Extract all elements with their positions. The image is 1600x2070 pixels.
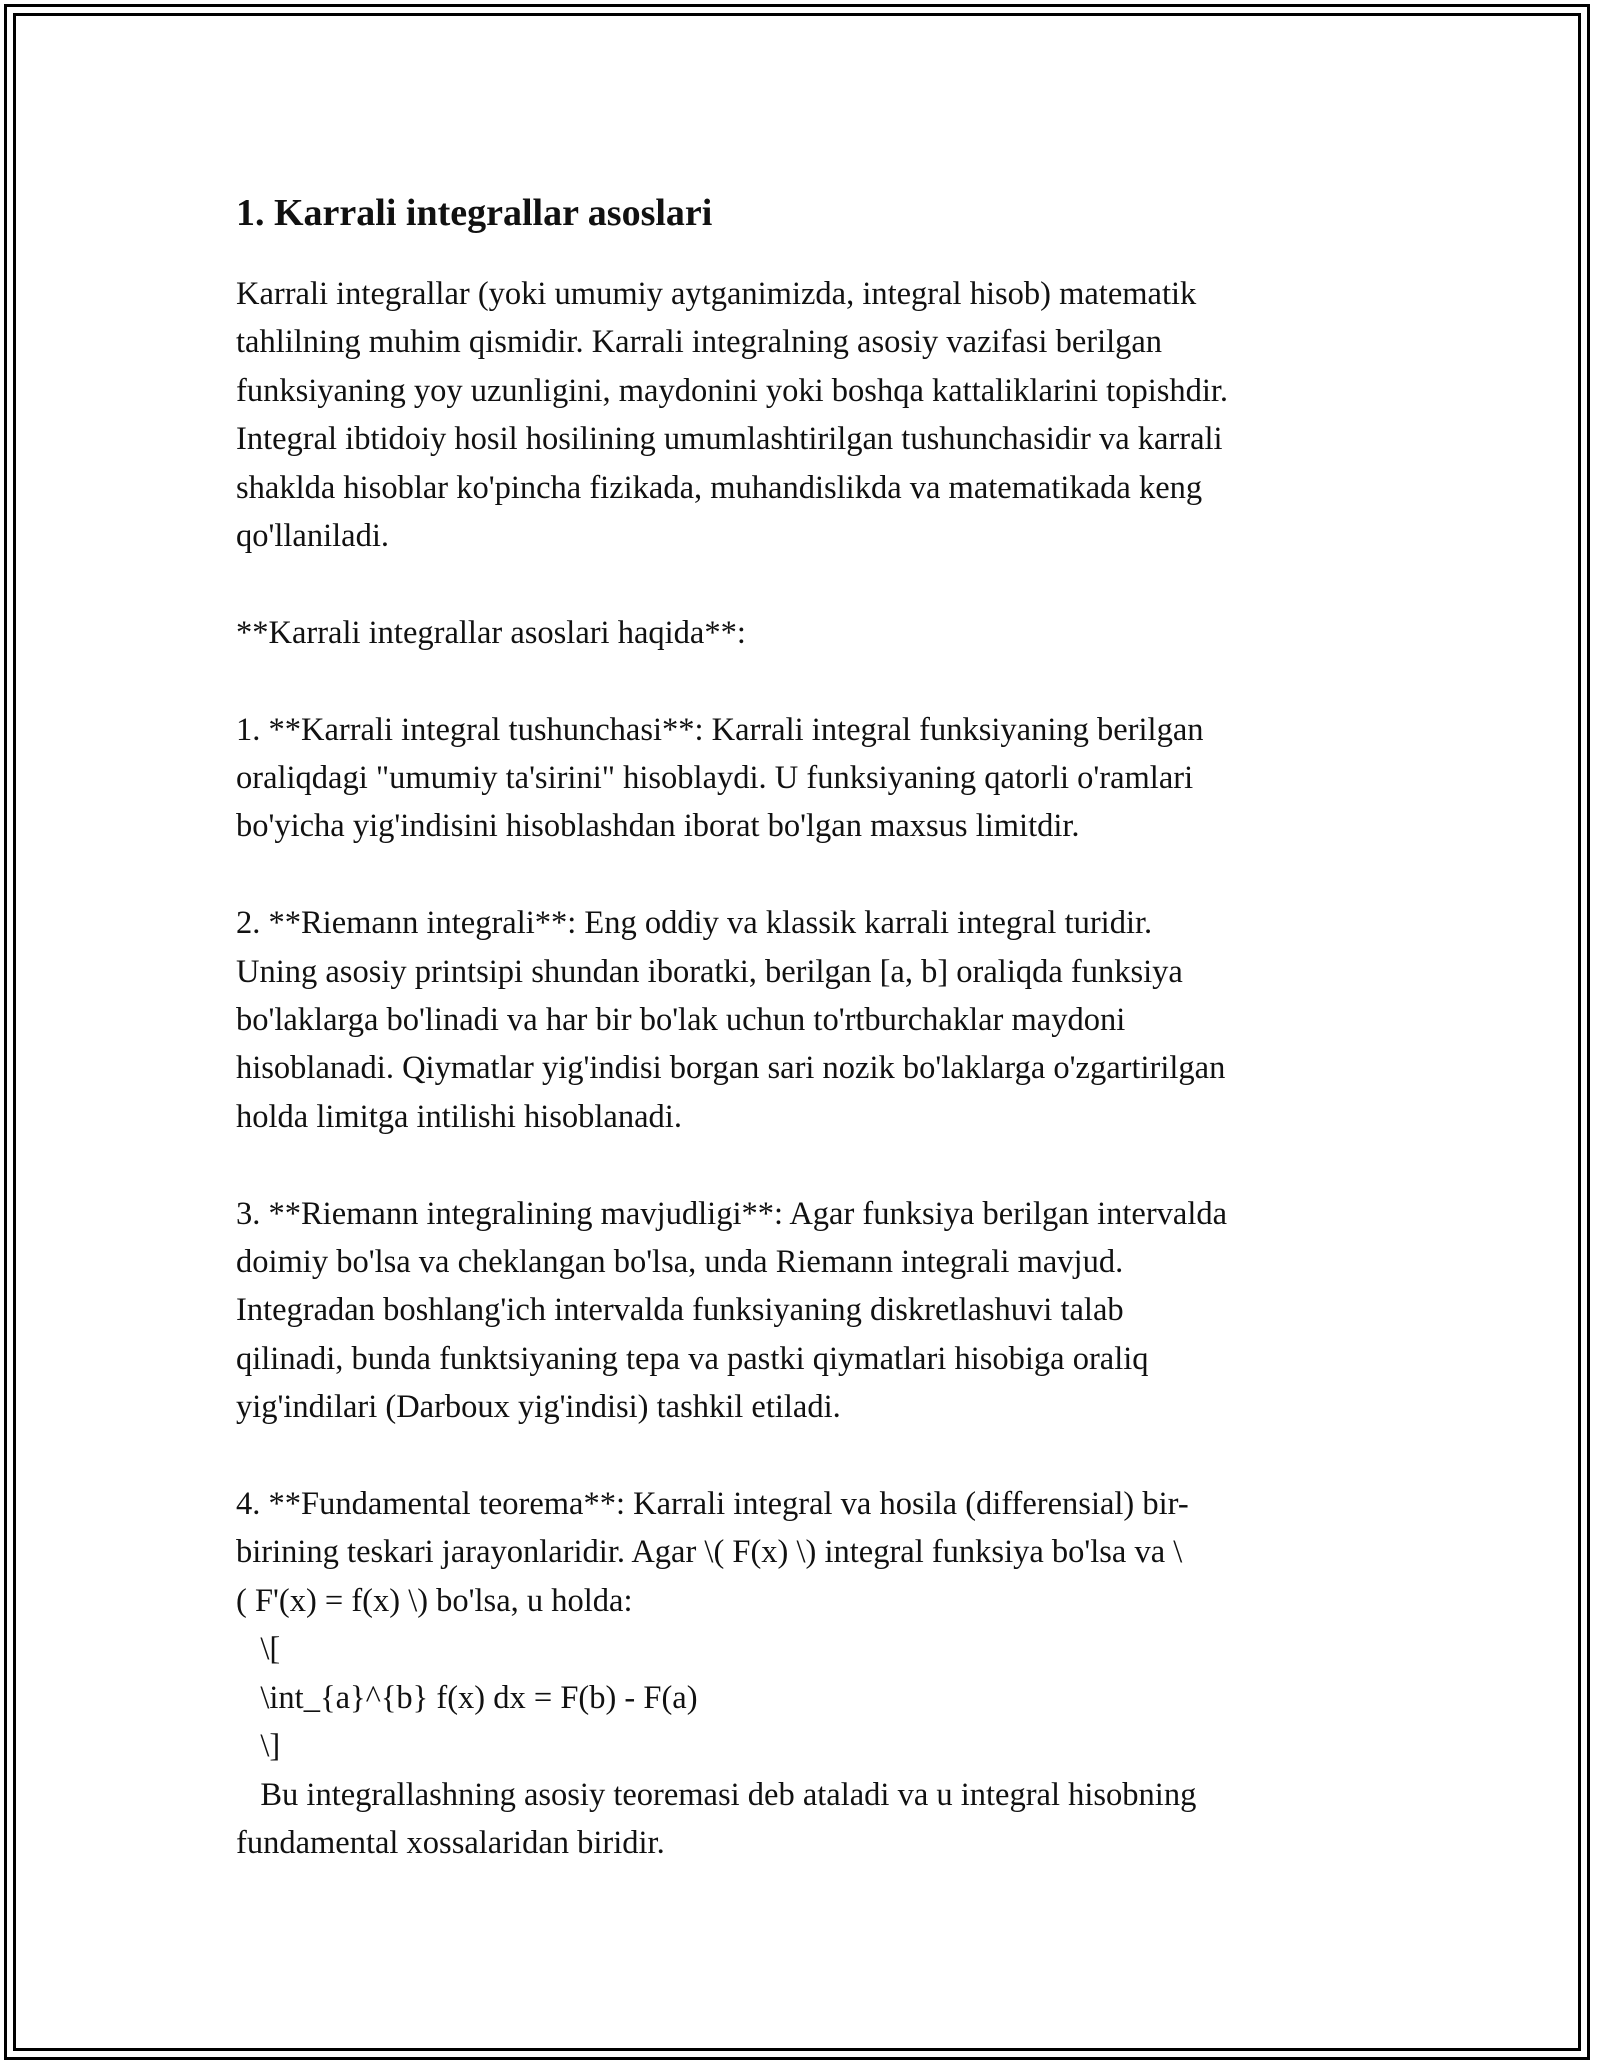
text-line: \int_{a}^{b} f(x) dx = F(b) - F(a) bbox=[236, 1679, 698, 1716]
text-line: qo'llaniladi. bbox=[236, 518, 389, 555]
text-line: Integral ibtidoiy hosil hosilining umumlashtirilgan tushunchasidir va karrali bbox=[236, 421, 1223, 458]
paragraph bbox=[236, 1480, 1376, 1867]
paragraph bbox=[236, 270, 1376, 560]
text-line: ( F'(x) = f(x) \) bo'lsa, u holda: bbox=[236, 1582, 633, 1619]
paragraph bbox=[236, 706, 1376, 851]
paragraph-gap bbox=[236, 851, 1376, 899]
text-line: tahlilning muhim qismidir. Karrali integralning asosiy vazifasi berilgan bbox=[236, 324, 1163, 361]
text-line: oraliqdagi "umumiy ta'sirini" hisoblaydi. U funksiyaning qatorli o'ramlari bbox=[236, 760, 1194, 797]
text-line: funksiyaning yoy uzunligini, maydonini yoki boshqa kattaliklarini topishdir. bbox=[236, 372, 1229, 409]
text-line: \] bbox=[236, 1728, 281, 1765]
paragraph-gap bbox=[236, 657, 1376, 705]
text-line: qilinadi, bunda funktsiyaning tepa va pastki qiymatlari hisobiga oraliq bbox=[236, 1340, 1149, 1377]
paragraph-container bbox=[236, 270, 1376, 1867]
text-line: shaklda hisoblar ko'pincha fizikada, muhandislikda va matematikada keng bbox=[236, 469, 1203, 506]
paragraph bbox=[236, 609, 1376, 657]
text-line: Uning asosiy printsipi shundan iboratki, berilgan [a, b] oraliqda funksiya bbox=[236, 953, 1183, 990]
text-line: bo'yicha yig'indisini hisoblashdan iborat bo'lgan maxsus limitdir. bbox=[236, 808, 1080, 845]
text-line: **Karrali integrallar asoslari haqida**: bbox=[236, 614, 746, 651]
text-line: doimiy bo'lsa va cheklangan bo'lsa, unda Riemann integrali mavjud. bbox=[236, 1244, 1124, 1281]
text-line: holda limitga intilishi hisoblanadi. bbox=[236, 1098, 682, 1135]
text-line: 2. **Riemann integrali**: Eng oddiy va klassik karrali integral turidir. bbox=[236, 905, 1153, 942]
section-heading: 1. Karrali integrallar asoslari bbox=[236, 192, 713, 234]
text-line: 3. **Riemann integralining mavjudligi**: Agar funksiya berilgan intervalda bbox=[236, 1195, 1228, 1232]
paragraph-gap bbox=[236, 560, 1376, 608]
text-line: hisoblanadi. Qiymatlar yig'indisi borgan sari nozik bo'laklarga o'zgartirilgan bbox=[236, 1050, 1226, 1087]
text-line: 1. **Karrali integral tushunchasi**: Karrali integral funksiyaning berilgan bbox=[236, 711, 1204, 748]
paragraph-gap bbox=[236, 1141, 1376, 1189]
text-line: bo'laklarga bo'linadi va har bir bo'lak uchun to'rtburchaklar maydoni bbox=[236, 1002, 1126, 1039]
paragraph bbox=[236, 1190, 1376, 1432]
text-line: Integradan boshlang'ich intervalda funksiyaning diskretlashuvi talab bbox=[236, 1292, 1124, 1329]
paragraph bbox=[236, 899, 1376, 1141]
text-line: yig'indilari (Darboux yig'indisi) tashkil etiladi. bbox=[236, 1389, 841, 1426]
text-line: Karrali integrallar (yoki umumiy aytganimizda, integral hisob) matematik bbox=[236, 276, 1197, 312]
text-line: fundamental xossalaridan biridir. bbox=[236, 1824, 665, 1861]
text-line: \[ bbox=[236, 1631, 281, 1668]
paragraph-gap bbox=[236, 1432, 1376, 1480]
document-body bbox=[236, 188, 1376, 1867]
text-line: birining teskari jarayonlaridir. Agar \( F(x) \) integral funksiya bo'lsa va \ bbox=[236, 1534, 1183, 1571]
text-line: 4. **Fundamental teorema**: Karrali integral va hosila (differensial) bir- bbox=[236, 1486, 1189, 1523]
text-line: Bu integrallashning asosiy teoremasi deb ataladi va u integral hisobning bbox=[236, 1776, 1197, 1813]
